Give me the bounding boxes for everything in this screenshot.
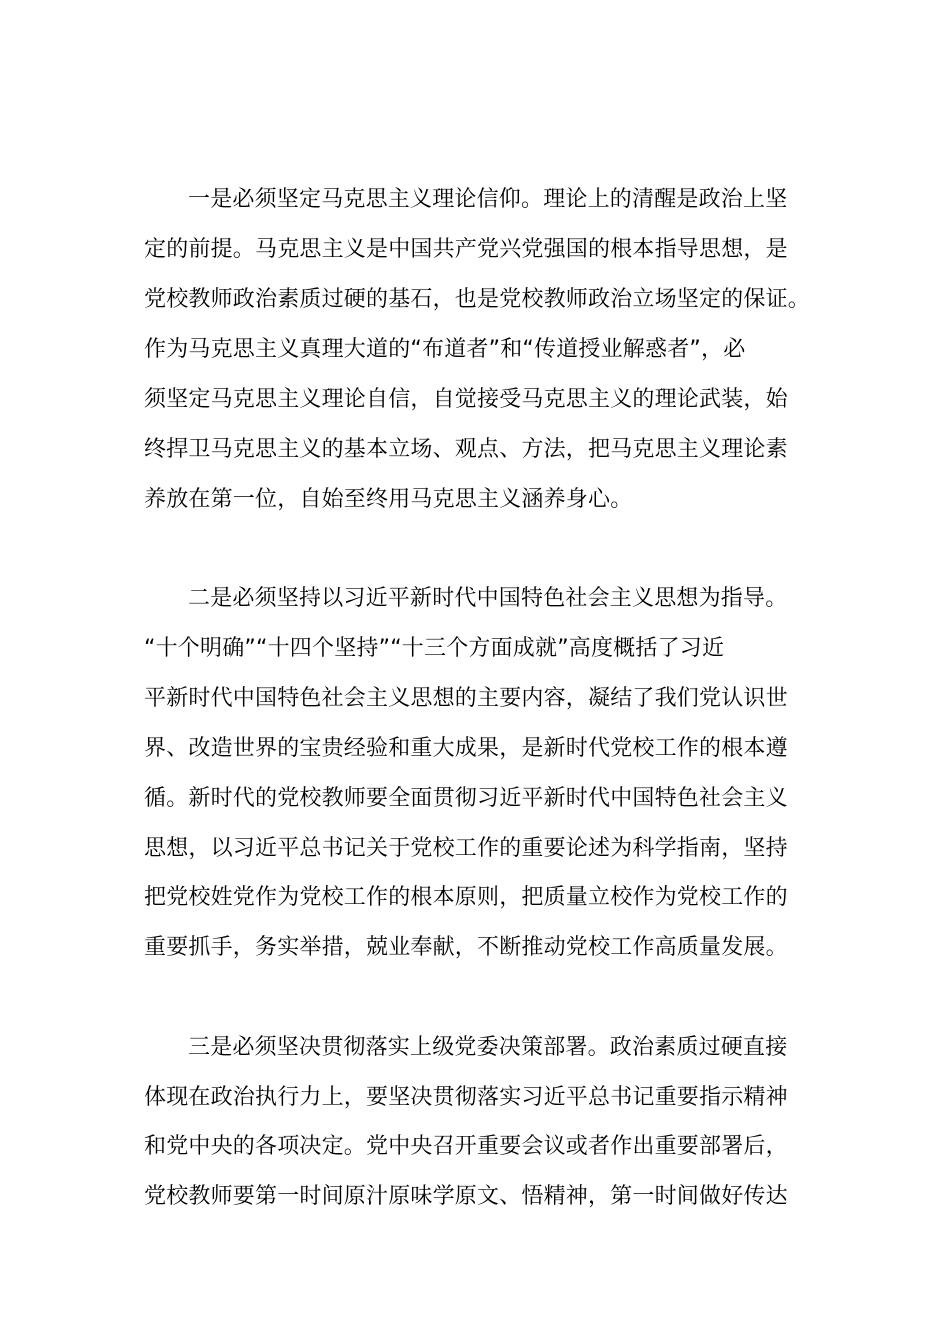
paragraph-3-line-1: 三是必须坚决贯彻落实上级党委决策部署。政治素质过硬直接 [188, 1035, 788, 1060]
paragraph-1-line-5: 须坚定马克思主义理论自信，自觉接受马克思主义的理论武装，始 [144, 387, 788, 412]
paragraph-2-line-2: “十个明确”“十四个坚持”“十三个方面成就”高度概括了习近 [144, 636, 725, 661]
paragraph-2-line-3: 平新时代中国特色社会主义思想的主要内容，凝结了我们党认识世 [144, 686, 788, 711]
paragraph-2-line-6: 思想，以习近平总书记关于党校工作的重要论述为科学指南，坚持 [144, 836, 788, 861]
paragraph-1-line-1: 一是必须坚定马克思主义理论信仰。理论上的清醒是政治上坚 [188, 187, 788, 212]
paragraph-3-line-4: 党校教师要第一时间原汁原味学原文、悟精神，第一时间做好传达 [144, 1184, 788, 1209]
paragraph-2-line-4: 界、改造世界的宝贵经验和重大成果，是新时代党校工作的根本遵 [144, 736, 788, 761]
paragraph-1-line-6: 终捍卫马克思主义的基本立场、观点、方法，把马克思主义理论素 [144, 437, 788, 462]
paragraph-1-line-2: 定的前提。马克思主义是中国共产党兴党强国的根本指导思想，是 [144, 237, 788, 262]
paragraph-1-line-3: 党校教师政治素质过硬的基石，也是党校教师政治立场坚定的保证。 [144, 287, 811, 312]
paragraph-2-line-5: 循。新时代的党校教师要全面贯彻习近平新时代中国特色社会主义 [144, 786, 788, 811]
paragraph-2-line-1: 二是必须坚持以习近平新时代中国特色社会主义思想为指导。 [188, 586, 788, 611]
paragraph-3-line-2: 体现在政治执行力上，要坚决贯彻落实习近平总书记重要指示精神 [144, 1085, 788, 1110]
paragraph-3-line-3: 和党中央的各项决定。党中央召开重要会议或者作出重要部署后， [144, 1134, 788, 1159]
paragraph-2-line-8: 重要抓手，务实举措，兢业奉献，不断推动党校工作高质量发展。 [144, 935, 788, 960]
paragraph-2-line-7: 把党校姓党作为党校工作的根本原则，把质量立校作为党校工作的 [144, 885, 788, 910]
paragraph-1-line-4: 作为马克思主义真理大道的“布道者”和“传道授业解惑者”，必 [144, 337, 746, 362]
paragraph-1-line-7: 养放在第一位，自始至终用马克思主义涵养身心。 [144, 487, 633, 512]
